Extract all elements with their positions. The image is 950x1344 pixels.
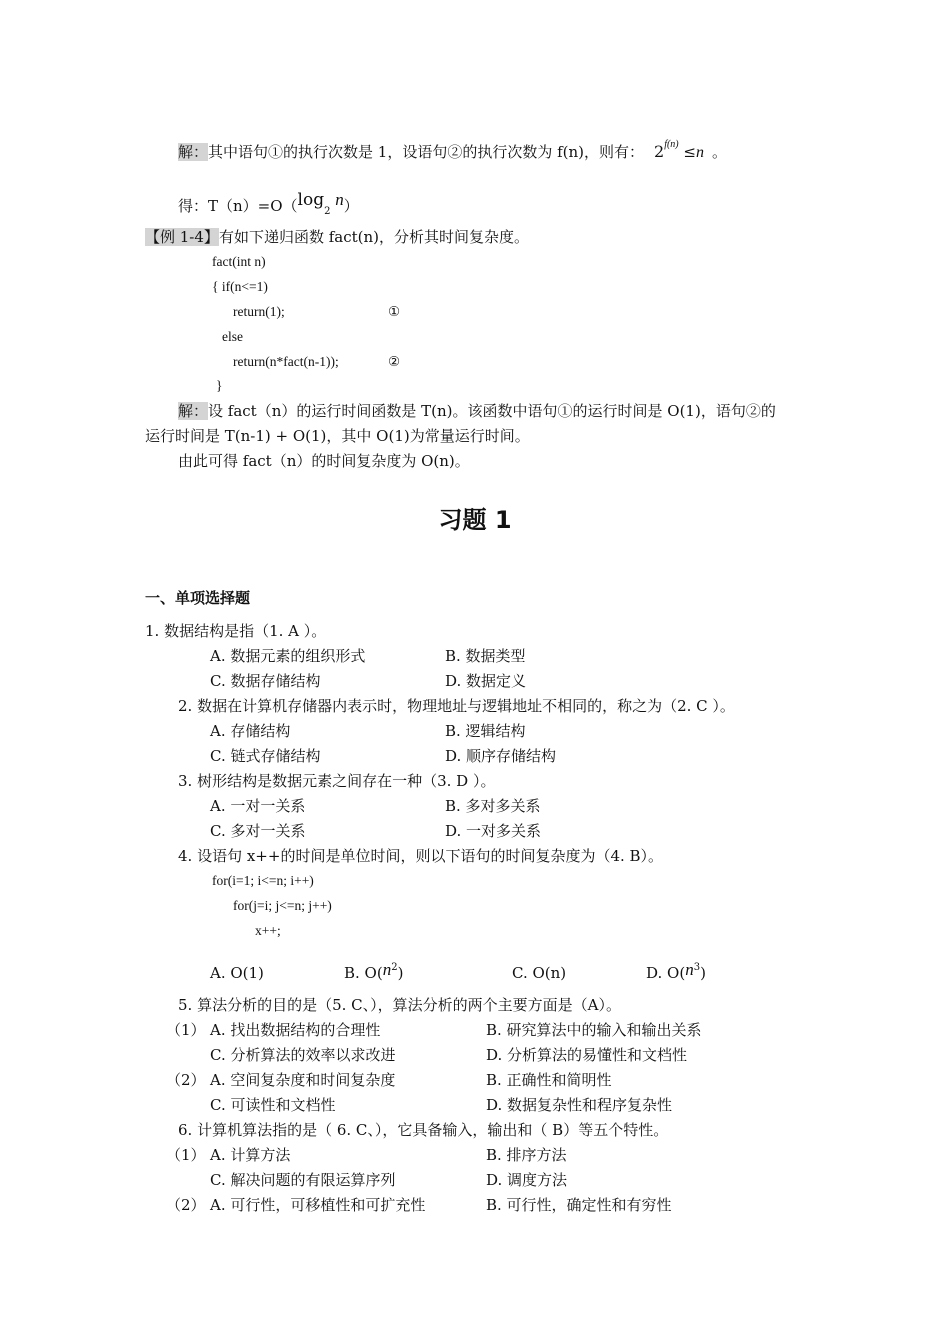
example-label: 【例 1-4】: [145, 228, 219, 246]
option-b: B. 数据类型: [445, 647, 526, 665]
option-c: C. 分析算法的效率以求改进: [210, 1046, 396, 1064]
solution-1-line: [178, 139, 728, 163]
option-b: B. 正确性和简明性: [486, 1071, 612, 1089]
option-b: B. 逻辑结构: [445, 722, 526, 740]
solution-label: 解：: [178, 402, 209, 420]
section-heading: 一、单项选择题: [145, 589, 251, 607]
result-close: ）: [343, 197, 359, 215]
option-a: A. 计算方法: [210, 1146, 291, 1164]
result-text: 得：T（n）=O（: [178, 197, 298, 215]
option-a: A. 一对一关系: [210, 797, 306, 815]
question-6-stem: 6. 计算机算法指的是（ 6. C、），它具备输入，输出和（ B）等五个特性。: [178, 1121, 669, 1139]
sub-question-number: （2）: [166, 1196, 206, 1214]
question-4-stem: 4. 设语句 x++的时间是单位时间，则以下语句的时间复杂度为（4. B）。: [178, 847, 664, 865]
option-a: A. 空间复杂度和时间复杂度: [210, 1071, 396, 1089]
option-d: D. 调度方法: [486, 1171, 568, 1189]
formula-relation: ≤: [678, 143, 696, 161]
question-3-stem: 3. 树形结构是数据元素之间存在一种（3. D ）。: [178, 772, 496, 790]
option-d: D. 顺序存储结构: [445, 747, 557, 765]
code-line: else: [222, 329, 243, 344]
option-b: B. 排序方法: [486, 1146, 567, 1164]
code-line: for(j=i; j<=n; j++): [233, 898, 332, 913]
code-line: return(1);: [233, 304, 285, 319]
option-d: D. 一对多关系: [445, 822, 542, 840]
log-func: log: [297, 190, 325, 210]
exercise-title: 习题 1: [438, 506, 512, 534]
option-a: A. 数据元素的组织形式: [210, 647, 366, 665]
option-d-var: n: [685, 960, 694, 979]
sub-question-number: （1）: [166, 1021, 206, 1039]
option-d: D. 数据复杂性和程序复杂性: [486, 1096, 673, 1114]
code-line: for(i=1; i<=n; i++): [212, 873, 314, 888]
example-1-4: [145, 227, 529, 247]
formula-base: 2: [654, 142, 665, 161]
option-b: B. 研究算法中的输入和输出关系: [486, 1021, 702, 1039]
option-d: D. $O(n^3)$: [646, 960, 706, 982]
option-b-var: n: [382, 960, 392, 979]
option-d: D. 数据定义: [445, 672, 527, 690]
option-c: C. 多对一关系: [210, 822, 306, 840]
option-a: A. 可行性，可移植性和可扩充性: [210, 1196, 426, 1214]
statement-marker: ②: [388, 354, 401, 369]
solution-label: 解：: [178, 143, 209, 161]
solution-2-line3: 由此可得 fact（n）的时间复杂度为 O(n)。: [178, 452, 470, 470]
formula-exponent: f(n): [664, 139, 679, 150]
code-line: }: [216, 378, 223, 393]
code-line: x++;: [255, 923, 281, 938]
option-d: D. 分析算法的易懂性和文档性: [486, 1046, 688, 1064]
sub-question-number: （2）: [166, 1071, 206, 1089]
solution-text: 设 fact（n）的运行时间函数是 T(n)。该函数中语句①的运行时间是 O(1)，语句②的: [208, 402, 776, 420]
option-c: C. O(n): [512, 964, 567, 982]
option-d-exp: 3: [693, 962, 701, 973]
question-5-stem: 5. 算法分析的目的是（5. C、），算法分析的两个主要方面是（A）。: [178, 996, 621, 1014]
option-b: B. 多对多关系: [445, 797, 541, 815]
option-a: A. 找出数据结构的合理性: [210, 1021, 381, 1039]
option-b: B. $O(n^2)$: [344, 960, 404, 982]
statement-marker: ①: [388, 304, 401, 319]
example-text: 有如下递归函数 fact(n)，分析其时间复杂度。: [218, 228, 529, 246]
code-line: { if(n<=1): [212, 279, 268, 294]
option-c: C. 解决问题的有限运算序列: [210, 1171, 396, 1189]
option-c: C. 链式存储结构: [210, 747, 321, 765]
question-1-stem: 1. 数据结构是指（1. A ）。: [145, 622, 327, 640]
question-2-stem: 2. 数据在计算机存储器内表示时，物理地址与逻辑地址不相同的，称之为（2. C ）。: [178, 697, 735, 715]
log-base: 2: [324, 206, 331, 217]
code-line: return(n*fact(n-1));: [233, 354, 339, 369]
formula-tail: 。: [712, 143, 728, 161]
option-c: C. 可读性和文档性: [210, 1096, 336, 1114]
solution-text: 其中语句①的执行次数是 1，设语句②的执行次数为 f(n)，则有：: [208, 143, 645, 161]
option-c: C. 数据存储结构: [210, 672, 321, 690]
sub-question-number: （1）: [166, 1146, 206, 1164]
solution-2-line2: 运行时间是 T(n-1) + O(1)，其中 O(1)为常量运行时间。: [145, 427, 530, 445]
solution-2-line1: [178, 401, 776, 421]
option-a: A. O(1): [210, 964, 264, 982]
option-a: A. 存储结构: [210, 722, 291, 740]
solution-1-result: [178, 190, 359, 217]
formula-var: n: [696, 144, 704, 161]
code-line: fact(int n): [212, 254, 266, 269]
log-var: n: [335, 190, 344, 209]
option-b: B. 可行性，确定性和有穷性: [486, 1196, 672, 1214]
option-b-exp: 2: [391, 962, 398, 973]
